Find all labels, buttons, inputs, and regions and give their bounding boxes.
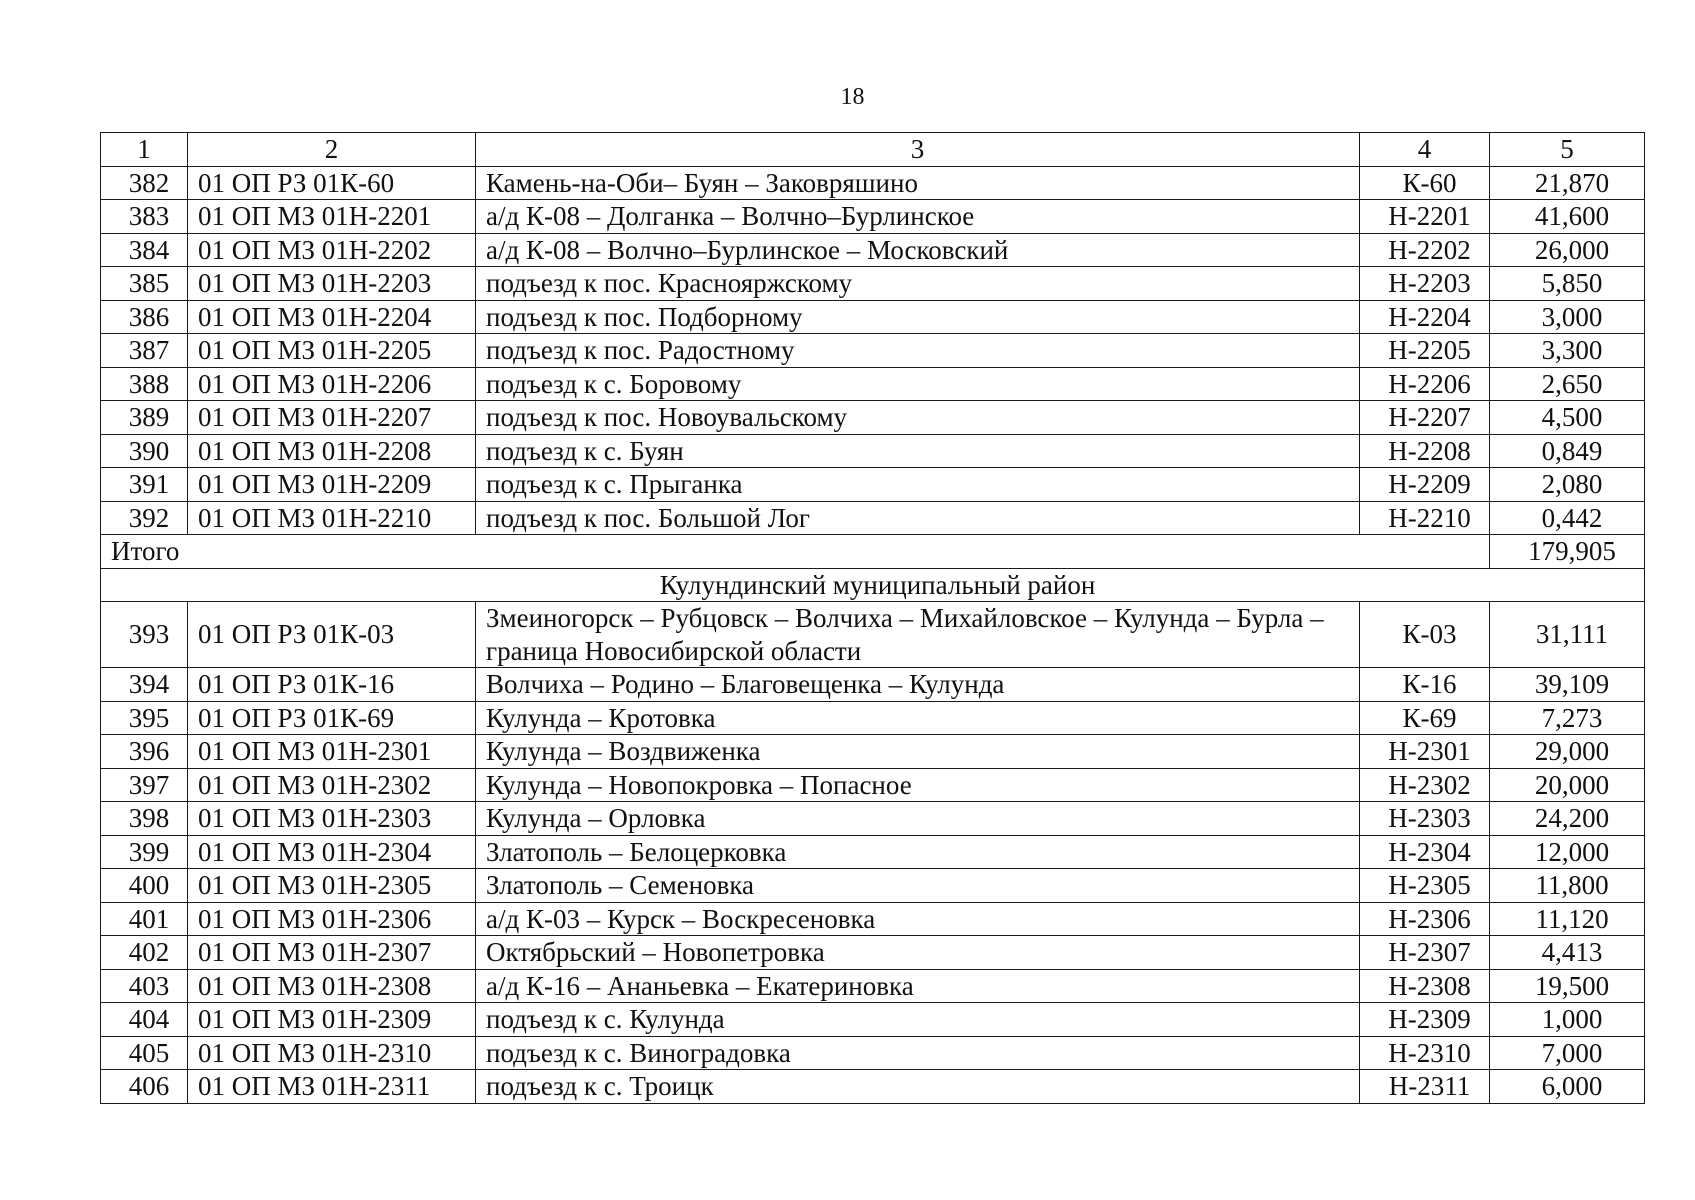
- road-code: Н-2204: [1360, 300, 1490, 334]
- road-length: 31,111: [1490, 602, 1645, 668]
- road-code: Н-2205: [1360, 334, 1490, 368]
- registration-number: 01 ОП МЗ 01Н-2204: [188, 300, 476, 334]
- road-code: Н-2209: [1360, 468, 1490, 502]
- road-name: подъезд к с. Троицк: [476, 1070, 1360, 1104]
- table-row: [101, 501, 1645, 535]
- roads-table: [100, 132, 1645, 1104]
- registration-number: 01 ОП МЗ 01Н-2307: [188, 936, 476, 970]
- table-header: [101, 133, 1645, 167]
- road-length: 7,000: [1490, 1036, 1645, 1070]
- road-code: К-69: [1360, 701, 1490, 735]
- road-length: 26,000: [1490, 233, 1645, 267]
- table-row: [101, 701, 1645, 735]
- registration-number: 01 ОП МЗ 01Н-2208: [188, 434, 476, 468]
- table-row: [101, 835, 1645, 869]
- table-row: [101, 200, 1645, 234]
- table-row: [101, 468, 1645, 502]
- road-code: Н-2201: [1360, 200, 1490, 234]
- row-number: 396: [101, 735, 188, 769]
- registration-number: 01 ОП МЗ 01Н-2309: [188, 1003, 476, 1037]
- page-number: 18: [840, 84, 865, 110]
- road-length: 0,849: [1490, 434, 1645, 468]
- road-length: 29,000: [1490, 735, 1645, 769]
- registration-number: 01 ОП МЗ 01Н-2306: [188, 902, 476, 936]
- column-header: 2: [188, 133, 476, 167]
- registration-number: 01 ОП МЗ 01Н-2207: [188, 401, 476, 435]
- road-length: 1,000: [1490, 1003, 1645, 1037]
- road-length: 3,300: [1490, 334, 1645, 368]
- road-name: подъезд к с. Боровому: [476, 367, 1360, 401]
- road-length: 24,200: [1490, 802, 1645, 836]
- road-name: подъезд к с. Кулунда: [476, 1003, 1360, 1037]
- road-code: Н-2307: [1360, 936, 1490, 970]
- row-number: 401: [101, 902, 188, 936]
- registration-number: 01 ОП МЗ 01Н-2301: [188, 735, 476, 769]
- road-name: подъезд к с. Виноградовка: [476, 1036, 1360, 1070]
- road-name: Камень-на-Оби– Буян – Заковряшино: [476, 166, 1360, 200]
- road-code: Н-2207: [1360, 401, 1490, 435]
- road-length: 6,000: [1490, 1070, 1645, 1104]
- row-number: 399: [101, 835, 188, 869]
- registration-number: 01 ОП МЗ 01Н-2203: [188, 267, 476, 301]
- registration-number: 01 ОП МЗ 01Н-2210: [188, 501, 476, 535]
- row-number: 386: [101, 300, 188, 334]
- row-number: 391: [101, 468, 188, 502]
- table-row: [101, 1070, 1645, 1104]
- registration-number: 01 ОП РЗ 01К-16: [188, 668, 476, 702]
- road-length: 5,850: [1490, 267, 1645, 301]
- row-number: 400: [101, 869, 188, 903]
- table-row: [101, 802, 1645, 836]
- road-name: Волчиха – Родино – Благовещенка – Кулунда: [476, 668, 1360, 702]
- road-code: Н-2208: [1360, 434, 1490, 468]
- registration-number: 01 ОП РЗ 01К-03: [188, 602, 476, 668]
- road-name: Кулунда – Новопокровка – Попасное: [476, 768, 1360, 802]
- section-row: [101, 568, 1645, 602]
- road-name: а/д К-08 – Долганка – Волчно–Бурлинское: [476, 200, 1360, 234]
- row-number: 405: [101, 1036, 188, 1070]
- road-code: Н-2301: [1360, 735, 1490, 769]
- road-code: Н-2308: [1360, 969, 1490, 1003]
- table-row: [101, 300, 1645, 334]
- table-row: [101, 668, 1645, 702]
- table-row: [101, 902, 1645, 936]
- road-length: 12,000: [1490, 835, 1645, 869]
- table-row: [101, 602, 1645, 668]
- road-code: К-03: [1360, 602, 1490, 668]
- group-2-rows: [101, 602, 1645, 1104]
- column-header: 4: [1360, 133, 1490, 167]
- table-row: [101, 969, 1645, 1003]
- header-row: [101, 133, 1645, 167]
- table-row: [101, 1003, 1645, 1037]
- row-number: 393: [101, 602, 188, 668]
- road-length: 20,000: [1490, 768, 1645, 802]
- table-row: [101, 768, 1645, 802]
- row-number: 385: [101, 267, 188, 301]
- road-name: Кулунда – Кротовка: [476, 701, 1360, 735]
- road-name: Октябрьский – Новопетровка: [476, 936, 1360, 970]
- column-header: 1: [101, 133, 188, 167]
- road-code: Н-2305: [1360, 869, 1490, 903]
- table-row: [101, 869, 1645, 903]
- table-row: [101, 735, 1645, 769]
- registration-number: 01 ОП МЗ 01Н-2311: [188, 1070, 476, 1104]
- road-code: Н-2304: [1360, 835, 1490, 869]
- road-name: Кулунда – Орловка: [476, 802, 1360, 836]
- row-number: 392: [101, 501, 188, 535]
- road-length: 4,500: [1490, 401, 1645, 435]
- registration-number: 01 ОП МЗ 01Н-2305: [188, 869, 476, 903]
- road-code: Н-2306: [1360, 902, 1490, 936]
- road-length: 11,120: [1490, 902, 1645, 936]
- road-code: Н-2202: [1360, 233, 1490, 267]
- total-value: 179,905: [1490, 535, 1645, 569]
- row-number: 389: [101, 401, 188, 435]
- table-row: [101, 936, 1645, 970]
- table-row: [101, 267, 1645, 301]
- section-title: Кулундинский муниципальный район: [101, 568, 1645, 602]
- road-length: 39,109: [1490, 668, 1645, 702]
- registration-number: 01 ОП МЗ 01Н-2302: [188, 768, 476, 802]
- registration-number: 01 ОП МЗ 01Н-2201: [188, 200, 476, 234]
- table-row: [101, 334, 1645, 368]
- road-name: подъезд к с. Буян: [476, 434, 1360, 468]
- road-name: Златополь – Белоцерковка: [476, 835, 1360, 869]
- row-number: 403: [101, 969, 188, 1003]
- road-name: Змеиногорск – Рубцовск – Волчиха – Михайловское – Кулунда – Бурла – граница Новосибирской области: [476, 602, 1360, 668]
- road-name: Златополь – Семеновка: [476, 869, 1360, 903]
- road-code: Н-2309: [1360, 1003, 1490, 1037]
- row-number: 395: [101, 701, 188, 735]
- road-length: 4,413: [1490, 936, 1645, 970]
- road-name: подъезд к пос. Большой Лог: [476, 501, 1360, 535]
- column-header: 5: [1490, 133, 1645, 167]
- road-name: подъезд к пос. Радостному: [476, 334, 1360, 368]
- registration-number: 01 ОП МЗ 01Н-2310: [188, 1036, 476, 1070]
- road-code: Н-2302: [1360, 768, 1490, 802]
- row-number: 404: [101, 1003, 188, 1037]
- table-row: [101, 367, 1645, 401]
- registration-number: 01 ОП РЗ 01К-69: [188, 701, 476, 735]
- registration-number: 01 ОП МЗ 01Н-2205: [188, 334, 476, 368]
- road-length: 41,600: [1490, 200, 1645, 234]
- road-name: подъезд к пос. Краснояржскому: [476, 267, 1360, 301]
- road-name: а/д К-03 – Курск – Воскресеновка: [476, 902, 1360, 936]
- road-length: 0,442: [1490, 501, 1645, 535]
- row-number: 384: [101, 233, 188, 267]
- registration-number: 01 ОП МЗ 01Н-2206: [188, 367, 476, 401]
- row-number: 382: [101, 166, 188, 200]
- road-code: Н-2303: [1360, 802, 1490, 836]
- road-code: Н-2210: [1360, 501, 1490, 535]
- road-length: 2,080: [1490, 468, 1645, 502]
- road-length: 2,650: [1490, 367, 1645, 401]
- column-header: 3: [476, 133, 1360, 167]
- total-section: [101, 535, 1645, 602]
- road-name: подъезд к пос. Новоувальскому: [476, 401, 1360, 435]
- row-number: 397: [101, 768, 188, 802]
- table-row: [101, 166, 1645, 200]
- road-code: Н-2206: [1360, 367, 1490, 401]
- row-number: 388: [101, 367, 188, 401]
- registration-number: 01 ОП МЗ 01Н-2209: [188, 468, 476, 502]
- road-code: К-16: [1360, 668, 1490, 702]
- table-row: [101, 233, 1645, 267]
- row-number: 383: [101, 200, 188, 234]
- row-number: 387: [101, 334, 188, 368]
- road-name: а/д К-16 – Ананьевка – Екатериновка: [476, 969, 1360, 1003]
- road-code: Н-2310: [1360, 1036, 1490, 1070]
- road-code: Н-2311: [1360, 1070, 1490, 1104]
- table-row: [101, 401, 1645, 435]
- road-name: а/д К-08 – Волчно–Бурлинское – Московский: [476, 233, 1360, 267]
- total-row: [101, 535, 1645, 569]
- row-number: 406: [101, 1070, 188, 1104]
- registration-number: 01 ОП МЗ 01Н-2202: [188, 233, 476, 267]
- registration-number: 01 ОП МЗ 01Н-2303: [188, 802, 476, 836]
- road-length: 3,000: [1490, 300, 1645, 334]
- row-number: 398: [101, 802, 188, 836]
- road-name: подъезд к пос. Подборному: [476, 300, 1360, 334]
- registration-number: 01 ОП РЗ 01К-60: [188, 166, 476, 200]
- table-row: [101, 434, 1645, 468]
- road-length: 21,870: [1490, 166, 1645, 200]
- road-name: Кулунда – Воздвиженка: [476, 735, 1360, 769]
- row-number: 390: [101, 434, 188, 468]
- road-code: К-60: [1360, 166, 1490, 200]
- road-name: подъезд к с. Прыганка: [476, 468, 1360, 502]
- road-length: 11,800: [1490, 869, 1645, 903]
- row-number: 402: [101, 936, 188, 970]
- registration-number: 01 ОП МЗ 01Н-2308: [188, 969, 476, 1003]
- table-row: [101, 1036, 1645, 1070]
- row-number: 394: [101, 668, 188, 702]
- road-code: Н-2203: [1360, 267, 1490, 301]
- registration-number: 01 ОП МЗ 01Н-2304: [188, 835, 476, 869]
- group-1-rows: [101, 166, 1645, 535]
- road-length: 19,500: [1490, 969, 1645, 1003]
- road-length: 7,273: [1490, 701, 1645, 735]
- total-label: Итого: [101, 535, 1490, 569]
